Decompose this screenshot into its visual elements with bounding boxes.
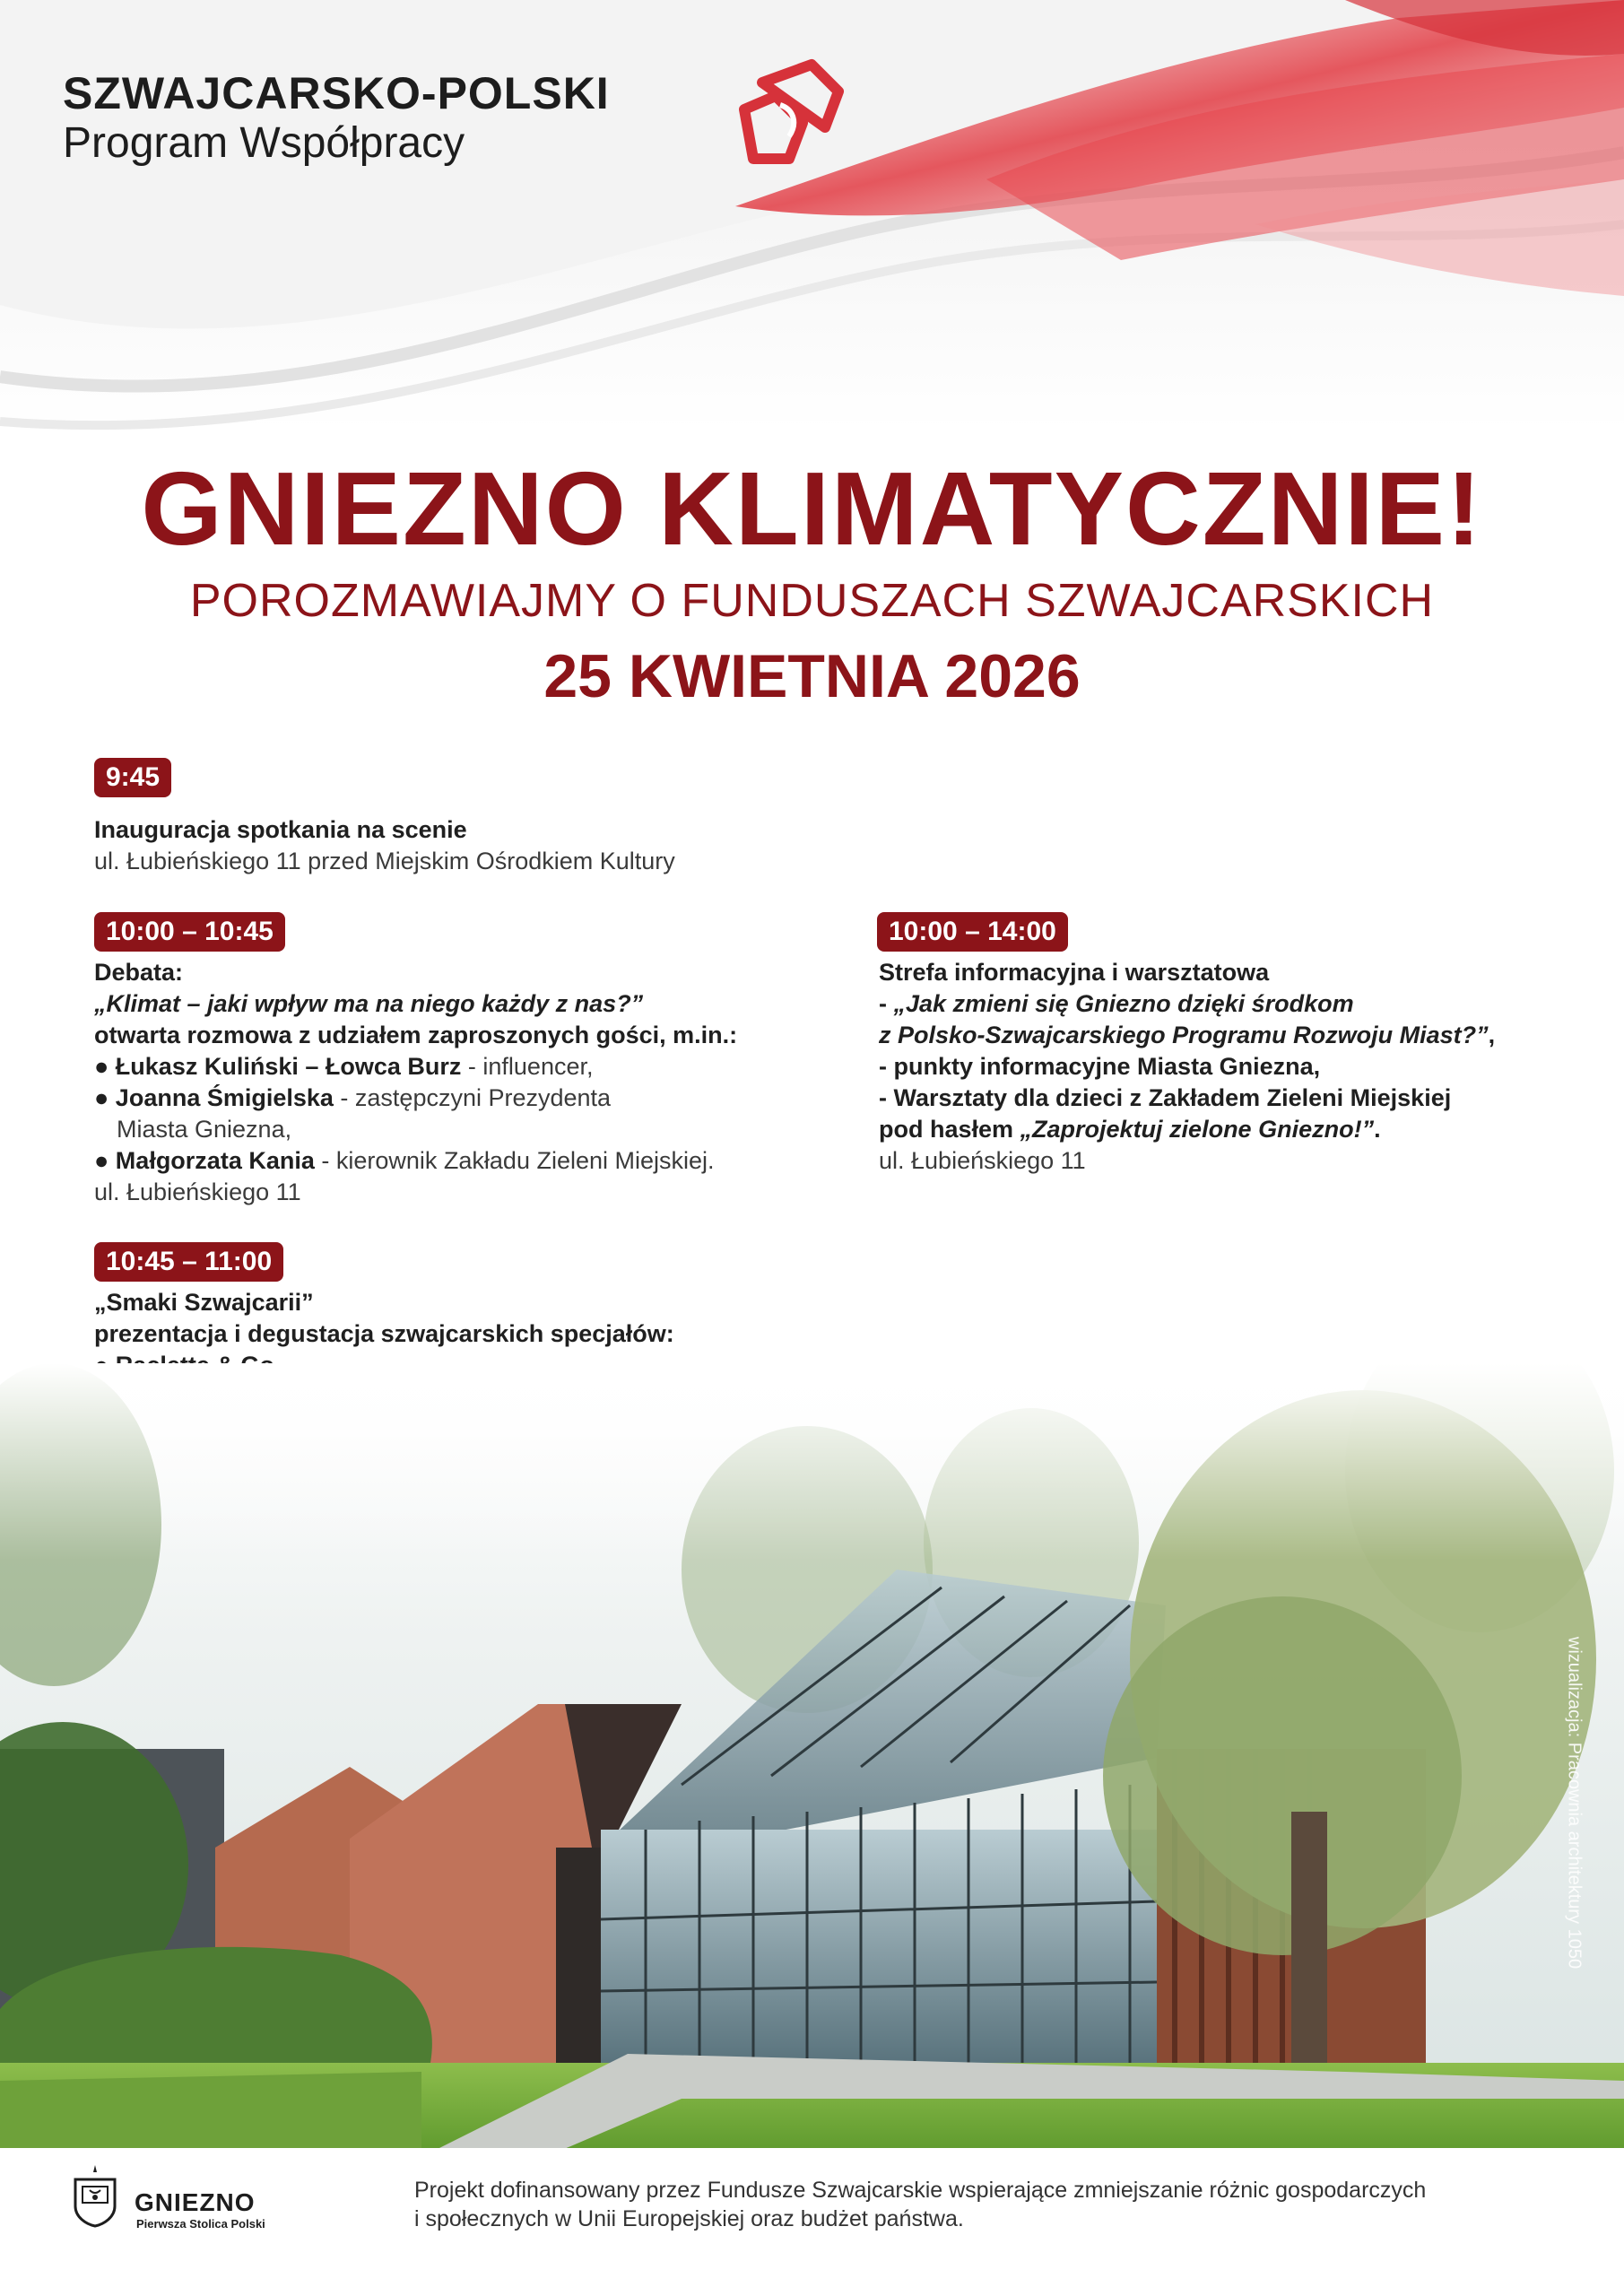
image-credit-container: [1560, 1552, 1587, 2054]
subtitle: POROZMAWIAJMY O FUNDUSZACH SZWAJCARSKICH: [189, 575, 1435, 627]
debate-guest-2: [94, 1083, 611, 1114]
time-badge-flavors: 10:45 – 11:00: [94, 1242, 283, 1282]
time-badge-info-zone: 10:00 – 14:00: [877, 912, 1068, 952]
guest-1-role: - influencer,: [461, 1053, 594, 1080]
info-item-1-prefix: -: [879, 990, 894, 1017]
guest-3-name: ● Małgorzata Kania: [94, 1147, 315, 1174]
debate-guest-3: [94, 1145, 715, 1177]
inauguration-location: ul. Łubieńskiego 11 przed Miejskim Ośrodkiem Kultury: [94, 848, 675, 874]
funding-note-line1: Projekt dofinansowany przez Fundusze Szwajcarskie wspierające zmniejszanie różnic gospodarczych: [414, 2178, 1427, 2203]
info-item-3-cont-prefix: pod hasłem: [879, 1116, 1020, 1143]
debate-intro: otwarta rozmowa z udziałem zaproszonych gości, m.in.:: [94, 1022, 738, 1048]
debate-location: ul. Łubieńskiego 11: [94, 1178, 301, 1205]
debate-guest-1: [94, 1051, 593, 1083]
guest-2-name: ● Joanna Śmigielska: [94, 1084, 334, 1111]
flavors-title: „Smaki Szwajcarii”: [94, 1289, 314, 1316]
gniezno-logo-tagline: Pierwsza Stolica Polski: [136, 2217, 265, 2231]
flavors-desc: prezentacja i degustacja szwajcarskich specjałów:: [94, 1320, 674, 1347]
image-credit: wizualizacja: Pracownia architektury 1050: [1564, 1636, 1585, 1970]
guest-1-name: ● Łukasz Kuliński – Łowca Burz: [94, 1053, 462, 1080]
time-badge-debate: 10:00 – 10:45: [94, 912, 285, 952]
gniezno-logo-name: GNIEZNO: [135, 2188, 256, 2216]
guest-2-role-cont: Miasta Gniezna,: [117, 1116, 292, 1143]
info-zone-item-3: - Warsztaty dla dzieci z Zakładem Zieleni Miejskiej: [879, 1084, 1452, 1111]
info-zone-item-1-cont: [879, 1020, 1495, 1051]
program-logo-icon: [726, 56, 861, 172]
info-item-1-suffix: ,: [1488, 1022, 1496, 1048]
info-zone-item-2: - punkty informacyjne Miasta Gniezna,: [879, 1053, 1321, 1080]
info-item-3-cont-suffix: .: [1374, 1116, 1381, 1143]
debate-topic: „Klimat – jaki wpływ ma na niego każdy z nas?”: [94, 990, 644, 1017]
info-item-3-cont-em: „Zaprojektuj zielone Gniezno!”: [1020, 1116, 1375, 1143]
info-zone-location: ul. Łubieńskiego 11: [879, 1147, 1086, 1174]
event-date: 25 KWIETNIA 2026: [543, 642, 1081, 710]
gniezno-crest-icon: [70, 2163, 120, 2228]
program-title-line1: SZWAJCARSKO-POLSKI: [63, 68, 610, 118]
info-item-1-em-cont: z Polsko-Szwajcarskiego Programu Rozwoju Miast?”: [879, 1022, 1489, 1048]
info-item-1-em: „Jak zmieni się Gniezno dzięki środkom: [893, 990, 1354, 1017]
funding-note-line2: i społecznych w Unii Europejskiej oraz budżet państwa.: [414, 2206, 964, 2231]
guest-2-role: - zastępczyni Prezydenta: [333, 1084, 612, 1111]
debate-label: Debata:: [94, 959, 184, 986]
main-title: GNIEZNO KLIMATYCZNIE!: [141, 450, 1483, 567]
guest-3-role: - kierownik Zakładu Zieleni Miejskiej.: [314, 1147, 715, 1174]
program-title-line2: Program Współpracy: [63, 119, 465, 167]
time-badge-inauguration: 9:45: [94, 758, 171, 797]
greenhouse-visualization-image: [0, 1363, 1624, 2152]
inauguration-title: Inauguracja spotkania na scenie: [94, 816, 467, 843]
info-zone-item-1: [879, 988, 1354, 1020]
info-zone-title: Strefa informacyjna i warsztatowa: [879, 959, 1270, 986]
info-zone-item-3-cont: [879, 1114, 1381, 1145]
